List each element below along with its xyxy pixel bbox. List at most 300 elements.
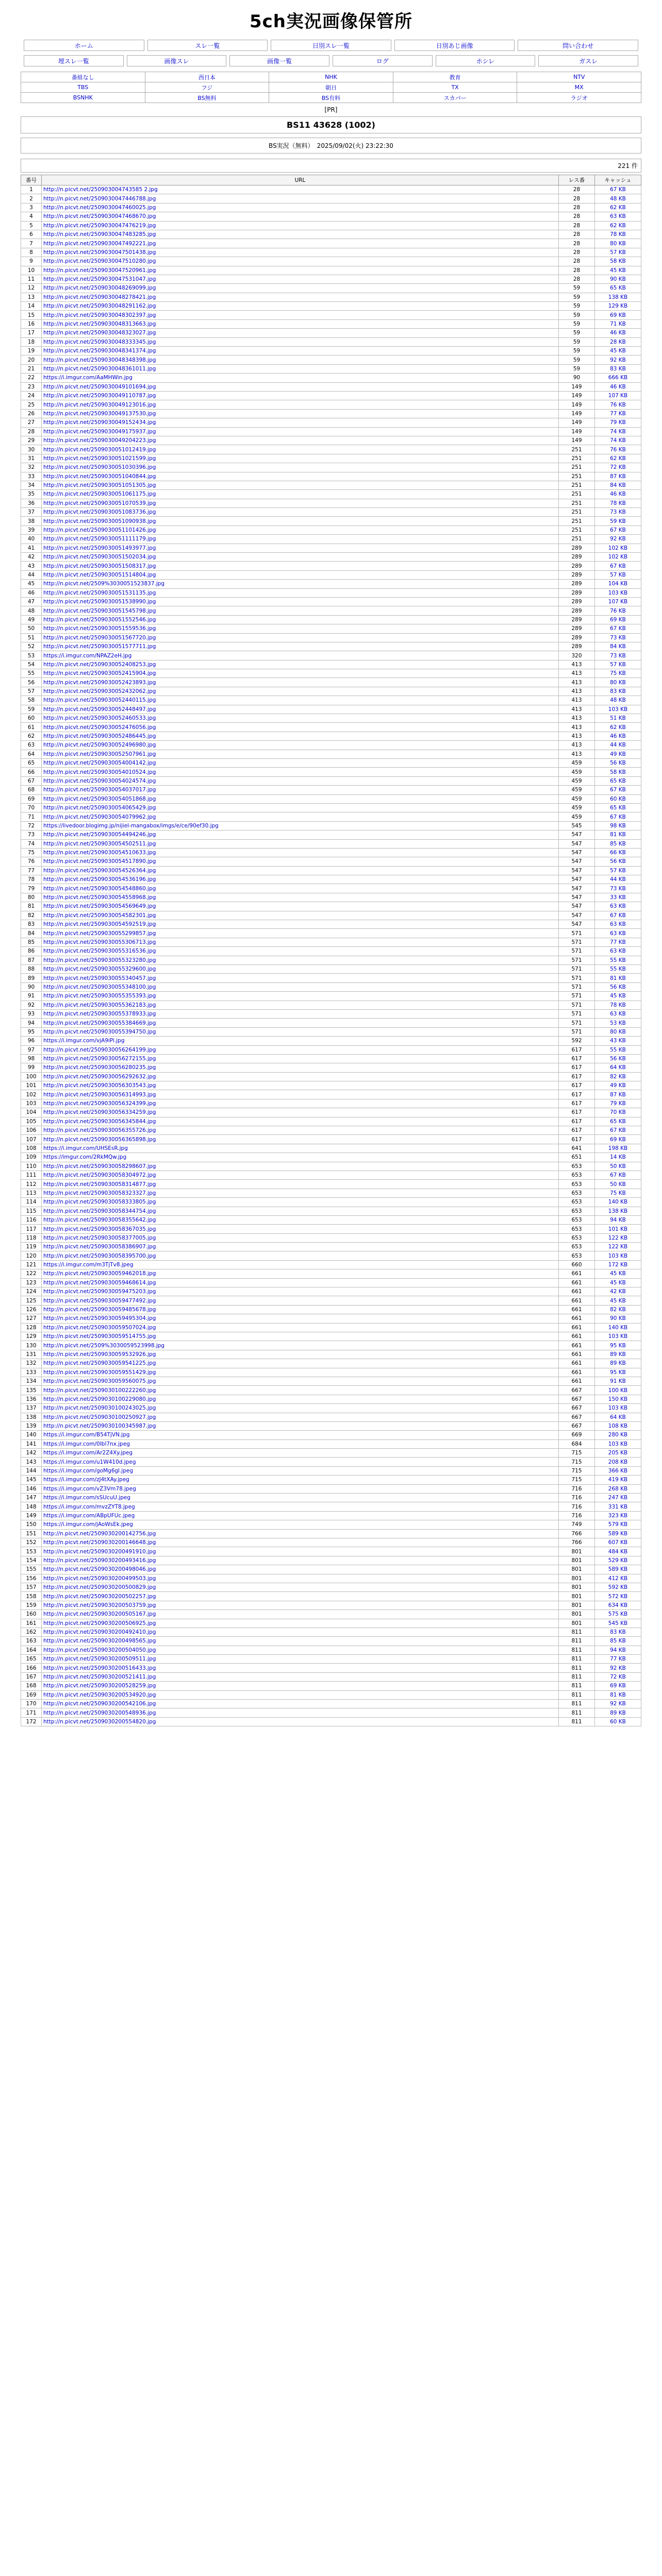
cache-size-link[interactable]: 108 KB	[595, 1421, 641, 1430]
cache-size-link[interactable]: 57 KB	[595, 248, 641, 257]
image-url-link[interactable]: http://n.picvt.net/2509030055299857.jpg	[42, 929, 559, 938]
image-url-link[interactable]: http://n.picvt.net/2509030055316536.jpg	[42, 947, 559, 956]
image-url-link[interactable]: http://n.picvt.net/2509030052476056.jpg	[42, 723, 559, 732]
cache-size-link[interactable]: 65 KB	[595, 803, 641, 812]
cache-size-link[interactable]: 280 KB	[595, 1431, 641, 1439]
cache-size-link[interactable]: 529 KB	[595, 1556, 641, 1565]
image-url-link[interactable]: http://n.picvt.net/2509030051012419.jpg	[42, 445, 559, 454]
image-url-link[interactable]: http://n.picvt.net/2509030200498565.jpg	[42, 1637, 559, 1646]
cache-size-link[interactable]: 85 KB	[595, 1637, 641, 1646]
image-url-link[interactable]: http://n.picvt.net/2509030056345844.jpg	[42, 1117, 559, 1126]
image-url-link[interactable]: http://n.picvt.net/2509030200548936.jpg	[42, 1708, 559, 1717]
image-url-link[interactable]: http://n.picvt.net/2509030056264199.jpg	[42, 1045, 559, 1054]
subnav-link[interactable]: 埋スレ一覧	[58, 57, 89, 65]
image-url-link[interactable]: http://n.picvt.net/2509030049137530.jpg	[42, 409, 559, 418]
image-url-link[interactable]: http://n.picvt.net/2509030048291162.jpg	[42, 302, 559, 311]
cache-size-link[interactable]: 49 KB	[595, 750, 641, 758]
image-url-link[interactable]: http://n.picvt.net/2509030052440115.jpg	[42, 696, 559, 705]
cache-size-link[interactable]: 42 KB	[595, 1287, 641, 1296]
image-url-link[interactable]: http://n.picvt.net/2509030047492221.jpg	[42, 239, 559, 248]
cache-size-link[interactable]: 545 KB	[595, 1619, 641, 1628]
category-link[interactable]: MX	[574, 84, 584, 91]
image-url-link[interactable]: http://n.picvt.net/250903004743585 2.jpg	[42, 185, 559, 194]
image-url-link[interactable]: http://n.picvt.net/2509030059560075.jpg	[42, 1377, 559, 1385]
cache-size-link[interactable]: 91 KB	[595, 1377, 641, 1385]
image-url-link[interactable]: http://n.picvt.net/2509030200502257.jpg	[42, 1592, 559, 1601]
cache-size-link[interactable]: 58 KB	[595, 257, 641, 266]
image-url-link[interactable]: http://n.picvt.net/2509030049204223.jpg	[42, 436, 559, 445]
cache-size-link[interactable]: 412 KB	[595, 1574, 641, 1583]
cache-size-link[interactable]: 69 KB	[595, 311, 641, 319]
image-url-link[interactable]: http://n.picvt.net/2509030200146648.jpg	[42, 1538, 559, 1547]
image-url-link[interactable]: http://n.picvt.net/2509030058323327.jpg	[42, 1189, 559, 1197]
image-url-link[interactable]: http://n.picvt.net/2509030051030396.jpg	[42, 463, 559, 472]
image-url-link[interactable]: http://n.picvt.net/2509030100345987.jpg	[42, 1421, 559, 1430]
cache-size-link[interactable]: 33 KB	[595, 893, 641, 902]
category-link[interactable]: フジ	[201, 84, 213, 91]
cache-size-link[interactable]: 62 KB	[595, 221, 641, 230]
image-url-link[interactable]: http://n.picvt.net/2509030058367035.jpg	[42, 1225, 559, 1233]
image-url-link[interactable]: http://n.picvt.net/2509030051545798.jpg	[42, 606, 559, 615]
cache-size-link[interactable]: 76 KB	[595, 445, 641, 454]
cache-size-link[interactable]: 53 KB	[595, 1019, 641, 1027]
cache-size-link[interactable]: 50 KB	[595, 1162, 641, 1171]
cache-size-link[interactable]: 78 KB	[595, 499, 641, 507]
cache-size-link[interactable]: 77 KB	[595, 409, 641, 418]
image-url-link[interactable]: http://n.picvt.net/2509030048341374.jpg	[42, 347, 559, 355]
image-url-link[interactable]: http://n.picvt.net/2509030059507024.jpg	[42, 1323, 559, 1332]
cache-size-link[interactable]: 83 KB	[595, 687, 641, 696]
cache-size-link[interactable]: 87 KB	[595, 1090, 641, 1099]
image-url-link[interactable]: http://n.picvt.net/2509030051531135.jpg	[42, 588, 559, 597]
cache-size-link[interactable]: 69 KB	[595, 1682, 641, 1690]
cache-size-link[interactable]: 81 KB	[595, 831, 641, 839]
cache-size-link[interactable]: 28 KB	[595, 337, 641, 346]
image-url-link[interactable]: http://n.picvt.net/2509030054065429.jpg	[42, 803, 559, 812]
cache-size-link[interactable]: 104 KB	[595, 580, 641, 588]
image-url-link[interactable]: http://n.picvt.net/2509030055323280.jpg	[42, 956, 559, 964]
image-url-link[interactable]: http://n.picvt.net/2509030048333345.jpg	[42, 337, 559, 346]
cache-size-link[interactable]: 72 KB	[595, 463, 641, 472]
category-link[interactable]: BS有料	[321, 94, 341, 101]
cache-size-link[interactable]: 60 KB	[595, 1717, 641, 1726]
category-link[interactable]: BS無料	[197, 94, 217, 101]
image-url-link[interactable]: http://n.picvt.net/2509030049152434.jpg	[42, 418, 559, 427]
cache-size-link[interactable]: 63 KB	[595, 902, 641, 911]
cache-size-link[interactable]: 67 KB	[595, 786, 641, 794]
cache-size-link[interactable]: 103 KB	[595, 1439, 641, 1448]
cache-size-link[interactable]: 80 KB	[595, 1027, 641, 1036]
cache-size-link[interactable]: 172 KB	[595, 1260, 641, 1269]
cache-size-link[interactable]: 81 KB	[595, 1690, 641, 1699]
cache-size-link[interactable]: 205 KB	[595, 1449, 641, 1458]
cache-size-link[interactable]: 45 KB	[595, 266, 641, 275]
image-url-link[interactable]: http://n.picvt.net/2509030054010524.jpg	[42, 768, 559, 776]
image-url-link[interactable]: https://i.imgur.com/zJ4tXAy.jpeg	[42, 1476, 559, 1484]
image-url-link[interactable]: http://n.picvt.net/2509030048313663.jpg	[42, 319, 559, 328]
image-url-link[interactable]: http://n.picvt.net/2509030054548860.jpg	[42, 884, 559, 893]
cache-size-link[interactable]: 102 KB	[595, 553, 641, 562]
image-url-link[interactable]: http://n.picvt.net/2509030058314877.jpg	[42, 1180, 559, 1189]
image-url-link[interactable]: http://n.picvt.net/2509030051514804.jpg	[42, 570, 559, 579]
cache-size-link[interactable]: 634 KB	[595, 1601, 641, 1609]
cache-size-link[interactable]: 67 KB	[595, 526, 641, 534]
cache-size-link[interactable]: 76 KB	[595, 400, 641, 409]
image-url-link[interactable]: http://n.picvt.net/2509030049123016.jpg	[42, 400, 559, 409]
image-url-link[interactable]: http://n.picvt.net/2509030059541225.jpg	[42, 1359, 559, 1368]
image-url-link[interactable]: http://n.picvt.net/2509030052507961.jpg	[42, 750, 559, 758]
image-url-link[interactable]: http://n.picvt.net/2509030200492410.jpg	[42, 1628, 559, 1636]
cache-size-link[interactable]: 57 KB	[595, 570, 641, 579]
cache-size-link[interactable]: 67 KB	[595, 911, 641, 920]
cache-size-link[interactable]: 73 KB	[595, 884, 641, 893]
cache-size-link[interactable]: 66 KB	[595, 848, 641, 857]
image-url-link[interactable]: http://n.picvt.net/2509030051061175.jpg	[42, 490, 559, 499]
cache-size-link[interactable]: 46 KB	[595, 329, 641, 337]
image-url-link[interactable]: http://n.picvt.net/2509030054037017.jpg	[42, 786, 559, 794]
image-url-link[interactable]: https://i.imgur.com/vZ3Vm78.jpeg	[42, 1484, 559, 1493]
image-url-link[interactable]: http://n.picvt.net/2509030052423893.jpg	[42, 678, 559, 687]
image-url-link[interactable]: http://n.picvt.net/2509030051538990.jpg	[42, 597, 559, 606]
cache-size-link[interactable]: 78 KB	[595, 1001, 641, 1009]
image-url-link[interactable]: http://n.picvt.net/2509030200493416.jpg	[42, 1556, 559, 1565]
cache-size-link[interactable]: 331 KB	[595, 1502, 641, 1511]
image-url-link[interactable]: http://n.picvt.net/2509030047520961.jpg	[42, 266, 559, 275]
image-url-link[interactable]: http://n.picvt.net/2509030054526364.jpg	[42, 866, 559, 875]
image-url-link[interactable]: http://n.picvt.net/2509030051577711.jpg	[42, 642, 559, 651]
nav-link[interactable]: 問い合わせ	[562, 42, 594, 49]
image-url-link[interactable]: http://n.picvt.net/2509030059462018.jpg	[42, 1269, 559, 1278]
cache-size-link[interactable]: 46 KB	[595, 490, 641, 499]
cache-size-link[interactable]: 63 KB	[595, 212, 641, 221]
category-link[interactable]: NHK	[325, 74, 337, 80]
cache-size-link[interactable]: 103 KB	[595, 1404, 641, 1413]
image-url-link[interactable]: https://i.imgur.com/sSUcuU.jpeg	[42, 1494, 559, 1502]
nav-link[interactable]: 日別あじ画像	[436, 42, 473, 49]
cache-size-link[interactable]: 607 KB	[595, 1538, 641, 1547]
cache-size-link[interactable]: 56 KB	[595, 759, 641, 768]
cache-size-link[interactable]: 323 KB	[595, 1511, 641, 1520]
cache-size-link[interactable]: 89 KB	[595, 1350, 641, 1359]
category-link[interactable]: NTV	[573, 74, 585, 80]
cache-size-link[interactable]: 82 KB	[595, 1305, 641, 1314]
image-url-link[interactable]: http://n.picvt.net/2509030056280235.jpg	[42, 1063, 559, 1072]
cache-size-link[interactable]: 51 KB	[595, 714, 641, 723]
image-url-link[interactable]: https://i.imgur.com/mvzZYT8.jpeg	[42, 1502, 559, 1511]
image-url-link[interactable]: http://n.picvt.net/2509030200542106.jpg	[42, 1700, 559, 1708]
cache-size-link[interactable]: 62 KB	[595, 203, 641, 212]
cache-size-link[interactable]: 56 KB	[595, 1054, 641, 1063]
category-link[interactable]: TX	[451, 84, 459, 91]
cache-size-link[interactable]: 101 KB	[595, 1225, 641, 1233]
cache-size-link[interactable]: 67 KB	[595, 1126, 641, 1135]
image-url-link[interactable]: http://n.picvt.net/2509030051559536.jpg	[42, 624, 559, 633]
image-url-link[interactable]: http://n.picvt.net/2509030059477492.jpg	[42, 1296, 559, 1305]
cache-size-link[interactable]: 72 KB	[595, 1672, 641, 1681]
cache-size-link[interactable]: 92 KB	[595, 1664, 641, 1672]
cache-size-link[interactable]: 81 KB	[595, 974, 641, 982]
subnav-link[interactable]: 画像スレ	[164, 57, 189, 65]
cache-size-link[interactable]: 49 KB	[595, 1081, 641, 1090]
cache-size-link[interactable]: 50 KB	[595, 1180, 641, 1189]
nav-link[interactable]: スレ一覧	[195, 42, 220, 49]
cache-size-link[interactable]: 138 KB	[595, 1207, 641, 1215]
cache-size-link[interactable]: 103 KB	[595, 588, 641, 597]
cache-size-link[interactable]: 56 KB	[595, 982, 641, 991]
subnav-link[interactable]: ガスレ	[579, 57, 598, 65]
image-url-link[interactable]: http://n.picvt.net/2509030047510280.jpg	[42, 257, 559, 266]
image-url-link[interactable]: http://n.picvt.net/2509030054569649.jpg	[42, 902, 559, 911]
cache-size-link[interactable]: 78 KB	[595, 230, 641, 239]
cache-size-link[interactable]: 55 KB	[595, 956, 641, 964]
cache-size-link[interactable]: 58 KB	[595, 768, 641, 776]
cache-size-link[interactable]: 62 KB	[595, 454, 641, 463]
cache-size-link[interactable]: 65 KB	[595, 284, 641, 293]
image-url-link[interactable]: https://i.imgur.com/jAoWsEk.jpeg	[42, 1520, 559, 1529]
cache-size-link[interactable]: 62 KB	[595, 723, 641, 732]
cache-size-link[interactable]: 592 KB	[595, 1583, 641, 1591]
image-url-link[interactable]: http://n.picvt.net/2509030051070539.jpg	[42, 499, 559, 507]
cache-size-link[interactable]: 57 KB	[595, 660, 641, 669]
image-url-link[interactable]: http://n.picvt.net/2509030051508317.jpg	[42, 562, 559, 570]
image-url-link[interactable]: https://i.imgur.com/NPAZ2eH.jpg	[42, 651, 559, 660]
image-url-link[interactable]: http://n.picvt.net/2509030051502034.jpg	[42, 553, 559, 562]
cache-size-link[interactable]: 48 KB	[595, 194, 641, 203]
image-url-link[interactable]: http://n.picvt.net/2509030047501438.jpg	[42, 248, 559, 257]
image-url-link[interactable]: http://n.picvt.net/2509030055340457.jpg	[42, 974, 559, 982]
cache-size-link[interactable]: 575 KB	[595, 1610, 641, 1619]
cache-size-link[interactable]: 77 KB	[595, 938, 641, 946]
image-url-link[interactable]: http://n.picvt.net/2509030047446788.jpg	[42, 194, 559, 203]
cache-size-link[interactable]: 366 KB	[595, 1466, 641, 1475]
cache-size-link[interactable]: 98 KB	[595, 821, 641, 830]
image-url-link[interactable]: http://n.picvt.net/2509030055355393.jpg	[42, 992, 559, 1001]
image-url-link[interactable]: http://n.picvt.net/2509030051552546.jpg	[42, 615, 559, 624]
cache-size-link[interactable]: 84 KB	[595, 481, 641, 489]
cache-size-link[interactable]: 45 KB	[595, 1278, 641, 1287]
image-url-link[interactable]: http://n.picvt.net/2509030056334259.jpg	[42, 1108, 559, 1117]
image-url-link[interactable]: http://n.picvt.net/2509030058395700.jpg	[42, 1251, 559, 1260]
cache-size-link[interactable]: 71 KB	[595, 319, 641, 328]
image-url-link[interactable]: http://n.picvt.net/2509%3030059523998.jpg	[42, 1341, 559, 1350]
cache-size-link[interactable]: 67 KB	[595, 562, 641, 570]
image-url-link[interactable]: http://n.picvt.net/2509030054582301.jpg	[42, 911, 559, 920]
image-url-link[interactable]: http://n.picvt.net/2509030200499503.jpg	[42, 1574, 559, 1583]
image-url-link[interactable]: http://n.picvt.net/2509030058344754.jpg	[42, 1207, 559, 1215]
image-url-link[interactable]: http://n.picvt.net/2509030100250927.jpg	[42, 1413, 559, 1421]
image-url-link[interactable]: http://n.picvt.net/2509030048323027.jpg	[42, 329, 559, 337]
image-url-link[interactable]: http://n.picvt.net/2509030055329600.jpg	[42, 964, 559, 973]
image-url-link[interactable]: http://n.picvt.net/2509030054079962.jpg	[42, 812, 559, 821]
cache-size-link[interactable]: 85 KB	[595, 839, 641, 848]
image-url-link[interactable]: http://n.picvt.net/2509030058355642.jpg	[42, 1215, 559, 1224]
cache-size-link[interactable]: 80 KB	[595, 678, 641, 687]
cache-size-link[interactable]: 83 KB	[595, 1628, 641, 1636]
subnav-link[interactable]: ホシレ	[476, 57, 495, 65]
image-url-link[interactable]: http://n.picvt.net/2509030051051305.jpg	[42, 481, 559, 489]
cache-size-link[interactable]: 45 KB	[595, 1269, 641, 1278]
cache-size-link[interactable]: 65 KB	[595, 776, 641, 785]
image-url-link[interactable]: http://n.picvt.net/2509030048278421.jpg	[42, 293, 559, 301]
image-url-link[interactable]: http://n.picvt.net/2509030100243025.jpg	[42, 1404, 559, 1413]
category-link[interactable]: 西日本	[198, 74, 216, 81]
cache-size-link[interactable]: 48 KB	[595, 696, 641, 705]
cache-size-link[interactable]: 44 KB	[595, 741, 641, 750]
image-url-link[interactable]: http://n.picvt.net/2509030055362183.jpg	[42, 1001, 559, 1009]
image-url-link[interactable]: http://n.picvt.net/2509030049175937.jpg	[42, 427, 559, 436]
cache-size-link[interactable]: 92 KB	[595, 355, 641, 364]
cache-size-link[interactable]: 63 KB	[595, 920, 641, 929]
image-url-link[interactable]: https://i.imgur.com/B54TjVN.jpg	[42, 1431, 559, 1439]
image-url-link[interactable]: http://n.picvt.net/2509030051567720.jpg	[42, 633, 559, 642]
site-title[interactable]: 5ch実況画像保管所	[249, 11, 413, 32]
cache-size-link[interactable]: 92 KB	[595, 535, 641, 544]
image-url-link[interactable]: http://n.picvt.net/2509030056292632.jpg	[42, 1072, 559, 1081]
image-url-link[interactable]: http://n.picvt.net/2509030054502511.jpg	[42, 839, 559, 848]
image-url-link[interactable]: http://n.picvt.net/2509030200500829.jpg	[42, 1583, 559, 1591]
cache-size-link[interactable]: 67 KB	[595, 624, 641, 633]
image-url-link[interactable]: http://n.picvt.net/2509030200142756.jpg	[42, 1529, 559, 1538]
cache-size-link[interactable]: 60 KB	[595, 794, 641, 803]
image-url-link[interactable]: http://n.picvt.net/2509030200498046.jpg	[42, 1565, 559, 1574]
cache-size-link[interactable]: 69 KB	[595, 615, 641, 624]
cache-size-link[interactable]: 208 KB	[595, 1458, 641, 1466]
cache-size-link[interactable]: 95 KB	[595, 1341, 641, 1350]
cache-size-link[interactable]: 247 KB	[595, 1494, 641, 1502]
cache-size-link[interactable]: 45 KB	[595, 347, 641, 355]
cache-size-link[interactable]: 103 KB	[595, 705, 641, 714]
image-url-link[interactable]: http://n.picvt.net/2509030054051868.jpg	[42, 794, 559, 803]
cache-size-link[interactable]: 484 KB	[595, 1547, 641, 1556]
subnav-link[interactable]: 画像一覧	[267, 57, 292, 65]
image-url-link[interactable]: http://n.picvt.net/2509030059532926.jpg	[42, 1350, 559, 1359]
image-url-link[interactable]: https://i.imgur.com/UHSEsR.jpg	[42, 1144, 559, 1153]
image-url-link[interactable]: http://n.picvt.net/2509030059485678.jpg	[42, 1305, 559, 1314]
category-link[interactable]: BSNHK	[73, 94, 93, 101]
cache-size-link[interactable]: 64 KB	[595, 1413, 641, 1421]
image-url-link[interactable]: http://n.picvt.net/2509030052432062.jpg	[42, 687, 559, 696]
image-url-link[interactable]: http://n.picvt.net/2509030048361011.jpg	[42, 364, 559, 373]
image-url-link[interactable]: https://i.imgur.com/vjA9iPi.jpg	[42, 1037, 559, 1045]
image-url-link[interactable]: http://n.picvt.net/2509030054558968.jpg	[42, 893, 559, 902]
cache-size-link[interactable]: 73 KB	[595, 651, 641, 660]
cache-size-link[interactable]: 94 KB	[595, 1215, 641, 1224]
cache-size-link[interactable]: 80 KB	[595, 239, 641, 248]
cache-size-link[interactable]: 46 KB	[595, 382, 641, 391]
image-url-link[interactable]: https://livedoor.blogimg.jp/nijiel-mangabox/imgs/e/ce/90ef30.jpg	[42, 821, 559, 830]
cache-size-link[interactable]: 43 KB	[595, 1037, 641, 1045]
image-url-link[interactable]: http://n.picvt.net/2509030054510633.jpg	[42, 848, 559, 857]
cache-size-link[interactable]: 73 KB	[595, 508, 641, 517]
image-url-link[interactable]: http://n.picvt.net/2509030100222260.jpg	[42, 1386, 559, 1395]
image-url-link[interactable]: http://n.picvt.net/2509030056324399.jpg	[42, 1099, 559, 1108]
cache-size-link[interactable]: 419 KB	[595, 1476, 641, 1484]
image-url-link[interactable]: http://n.picvt.net/2509030058386907.jpg	[42, 1243, 559, 1251]
cache-size-link[interactable]: 55 KB	[595, 1045, 641, 1054]
cache-size-link[interactable]: 107 KB	[595, 391, 641, 400]
image-url-link[interactable]: http://n.picvt.net/2509030059551429.jpg	[42, 1368, 559, 1377]
cache-size-link[interactable]: 56 KB	[595, 857, 641, 866]
cache-size-link[interactable]: 129 KB	[595, 302, 641, 311]
image-url-link[interactable]: http://n.picvt.net/2509030047460025.jpg	[42, 203, 559, 212]
cache-size-link[interactable]: 90 KB	[595, 1314, 641, 1323]
cache-size-link[interactable]: 107 KB	[595, 597, 641, 606]
cache-size-link[interactable]: 65 KB	[595, 1117, 641, 1126]
image-url-link[interactable]: http://n.picvt.net/2509030059475203.jpg	[42, 1287, 559, 1296]
image-url-link[interactable]: http://n.picvt.net/2509030052408253.jpg	[42, 660, 559, 669]
image-url-link[interactable]: http://n.picvt.net/2509030200491910.jpg	[42, 1547, 559, 1556]
image-url-link[interactable]: https://i.imgur.com/Ar2Z4Xy.jpeg	[42, 1449, 559, 1458]
image-url-link[interactable]: http://n.picvt.net/2509030055306713.jpg	[42, 938, 559, 946]
image-url-link[interactable]: http://n.picvt.net/2509030052486445.jpg	[42, 732, 559, 740]
subnav-link[interactable]: ログ	[376, 57, 389, 65]
image-url-link[interactable]: http://n.picvt.net/2509030058377005.jpg	[42, 1233, 559, 1242]
image-url-link[interactable]: http://n.picvt.net/2509030052448497.jpg	[42, 705, 559, 714]
category-link[interactable]: 教育	[449, 74, 461, 81]
image-url-link[interactable]: http://n.picvt.net/2509030054592519.jpg	[42, 920, 559, 929]
image-url-link[interactable]: http://n.picvt.net/2509030052460533.jpg	[42, 714, 559, 723]
cache-size-link[interactable]: 138 KB	[595, 293, 641, 301]
image-url-link[interactable]: https://i.imgur.com/0Ibl7nx.jpeg	[42, 1439, 559, 1448]
category-link[interactable]: ラジオ	[570, 94, 588, 101]
cache-size-link[interactable]: 44 KB	[595, 875, 641, 884]
category-link[interactable]: 番組なし	[71, 74, 94, 81]
image-url-link[interactable]: http://n.picvt.net/2509030200506925.jpg	[42, 1619, 559, 1628]
image-url-link[interactable]: http://n.picvt.net/2509030200534920.jpg	[42, 1690, 559, 1699]
cache-size-link[interactable]: 82 KB	[595, 1072, 641, 1081]
image-url-link[interactable]: http://n.picvt.net/2509030051083736.jpg	[42, 508, 559, 517]
cache-size-link[interactable]: 67 KB	[595, 1171, 641, 1179]
image-url-link[interactable]: http://n.picvt.net/2509030051101426.jpg	[42, 526, 559, 534]
cache-size-link[interactable]: 63 KB	[595, 947, 641, 956]
cache-size-link[interactable]: 69 KB	[595, 1135, 641, 1144]
cache-size-link[interactable]: 95 KB	[595, 1368, 641, 1377]
image-url-link[interactable]: http://n.picvt.net/2509030054024574.jpg	[42, 776, 559, 785]
cache-size-link[interactable]: 579 KB	[595, 1520, 641, 1529]
cache-size-link[interactable]: 150 KB	[595, 1395, 641, 1403]
category-link[interactable]: スカパー	[443, 94, 467, 101]
image-url-link[interactable]: http://n.picvt.net/2509030051021599.jpg	[42, 454, 559, 463]
cache-size-link[interactable]: 45 KB	[595, 1296, 641, 1305]
cache-size-link[interactable]: 87 KB	[595, 472, 641, 481]
image-url-link[interactable]: http://n.picvt.net/2509030056355726.jpg	[42, 1126, 559, 1135]
image-url-link[interactable]: http://n.picvt.net/2509030200505167.jpg	[42, 1610, 559, 1619]
cache-size-link[interactable]: 70 KB	[595, 1108, 641, 1117]
image-url-link[interactable]: https://imgur.com/2RkMQw.jpg	[42, 1153, 559, 1162]
cache-size-link[interactable]: 89 KB	[595, 1359, 641, 1368]
cache-size-link[interactable]: 63 KB	[595, 1009, 641, 1018]
cache-size-link[interactable]: 73 KB	[595, 633, 641, 642]
image-url-link[interactable]: http://n.picvt.net/2509030200554820.jpg	[42, 1717, 559, 1726]
image-url-link[interactable]: http://n.picvt.net/2509030051111179.jpg	[42, 535, 559, 544]
image-url-link[interactable]: http://n.picvt.net/2509030200516433.jpg	[42, 1664, 559, 1672]
cache-size-link[interactable]: 67 KB	[595, 812, 641, 821]
image-url-link[interactable]: http://n.picvt.net/2509030055348100.jpg	[42, 982, 559, 991]
nav-link[interactable]: ホーム	[74, 42, 93, 49]
cache-size-link[interactable]: 74 KB	[595, 427, 641, 436]
cache-size-link[interactable]: 198 KB	[595, 1144, 641, 1153]
cache-size-link[interactable]: 100 KB	[595, 1386, 641, 1395]
image-url-link[interactable]: http://n.picvt.net/2509030049110787.jpg	[42, 391, 559, 400]
cache-size-link[interactable]: 103 KB	[595, 1251, 641, 1260]
image-url-link[interactable]: http://n.picvt.net/2509030048302397.jpg	[42, 311, 559, 319]
cache-size-link[interactable]: 90 KB	[595, 275, 641, 283]
image-url-link[interactable]: http://n.picvt.net/2509030051493977.jpg	[42, 544, 559, 552]
image-url-link[interactable]: http://n.picvt.net/2509030054494246.jpg	[42, 831, 559, 839]
cache-size-link[interactable]: 67 KB	[595, 185, 641, 194]
image-url-link[interactable]: http://n.picvt.net/2509030055384669.jpg	[42, 1019, 559, 1027]
category-link[interactable]: 朝日	[325, 84, 337, 91]
